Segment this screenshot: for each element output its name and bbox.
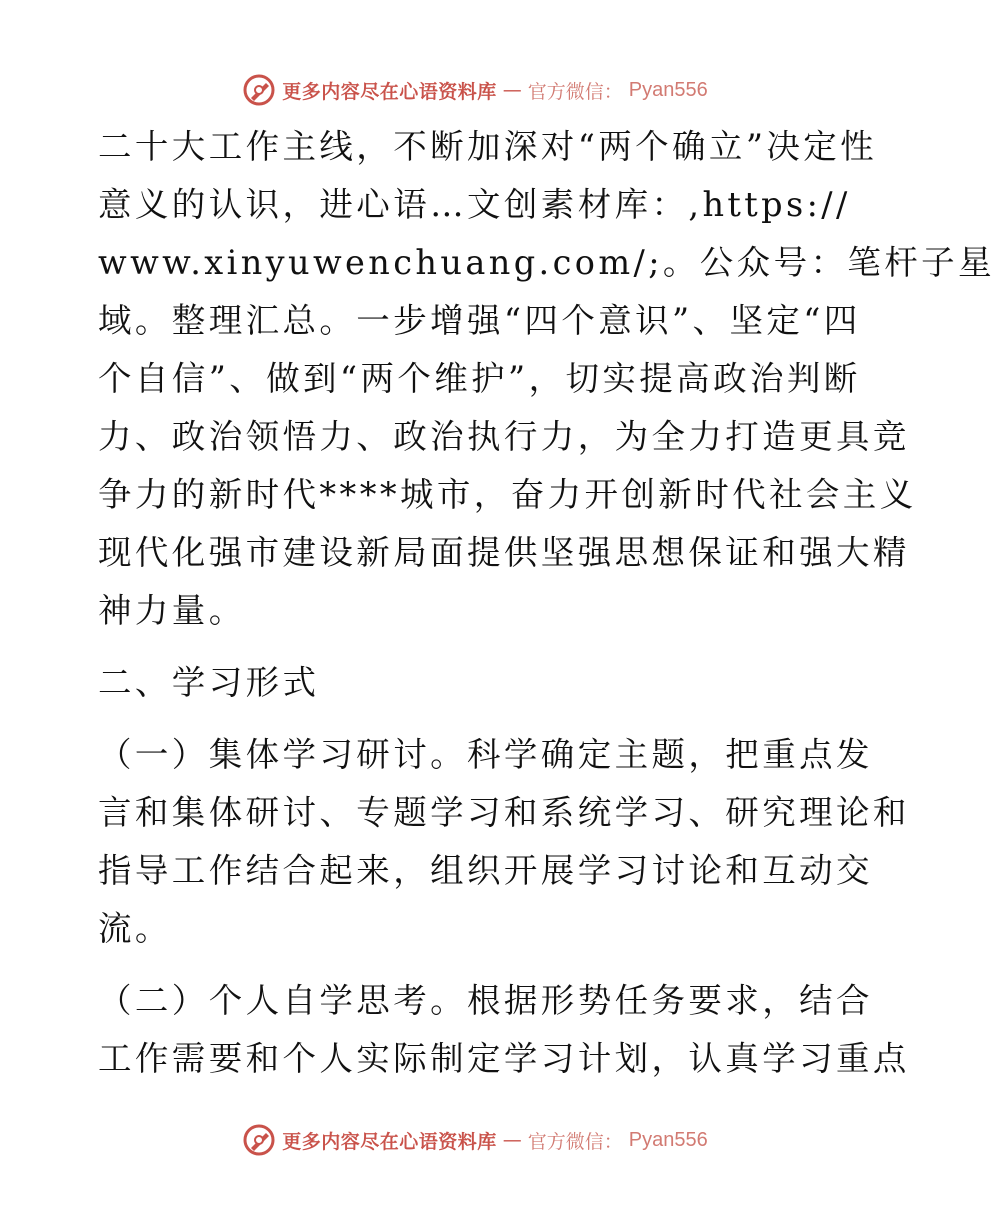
text-line: 言和集体研讨、专题学习和系统学习、研究理论和 <box>98 793 910 832</box>
paragraph <box>98 972 910 1088</box>
banner-text: 更多内容尽在心语资料库 <box>282 80 497 103</box>
text-line: （二）个人自学思考。根据形势任务要求，结合 <box>98 981 873 1020</box>
text-line: 二十大工作主线，不断加深对“两个确立”决定性 <box>98 127 878 166</box>
paragraph <box>98 118 995 640</box>
banner-wechat-id: Pyan556 <box>628 1128 708 1151</box>
heading-line: 二、学习形式 <box>98 663 320 702</box>
banner-wechat-label: 官方微信： <box>527 1130 623 1153</box>
pen-logo-icon <box>242 1123 276 1157</box>
header-watermark-banner <box>0 70 950 110</box>
text-line: 流。 <box>98 909 172 948</box>
paragraph <box>98 726 910 958</box>
footer-watermark-banner <box>0 1120 950 1160</box>
text-line: 工作需要和个人实际制定学习计划，认真学习重点 <box>98 1039 910 1078</box>
banner-text: 更多内容尽在心语资料库 <box>282 1130 497 1153</box>
text-line: 神力量。 <box>98 591 246 630</box>
banner-wechat-id: Pyan556 <box>628 78 708 101</box>
section-heading <box>98 654 858 712</box>
text-line: www.xinyuwenchuang.com/;。公众号：笔杆子星 <box>98 243 995 282</box>
banner-wechat-label: 官方微信： <box>527 80 623 103</box>
text-line: 争力的新时代****城市，奋力开创新时代社会主义 <box>98 475 917 514</box>
document-body <box>98 118 995 1088</box>
text-line: 指导工作结合起来，组织开展学习讨论和互动交 <box>98 851 873 890</box>
text-line: 域。整理汇总。一步增强“四个意识”、坚定“四 <box>98 301 861 340</box>
banner-separator: — <box>502 1129 522 1151</box>
banner-separator: — <box>502 79 522 101</box>
text-line: （一）集体学习研讨。科学确定主题，把重点发 <box>98 735 873 774</box>
text-line: 意义的认识，进心语…文创素材库：,https:// <box>98 185 851 224</box>
text-line: 现代化强市建设新局面提供坚强思想保证和强大精 <box>98 533 910 572</box>
text-line: 力、政治领悟力、政治执行力，为全力打造更具竞 <box>98 417 910 456</box>
text-line: 个自信”、做到“两个维护”，切实提高政治判断 <box>98 359 861 398</box>
pen-logo-icon <box>242 73 276 107</box>
